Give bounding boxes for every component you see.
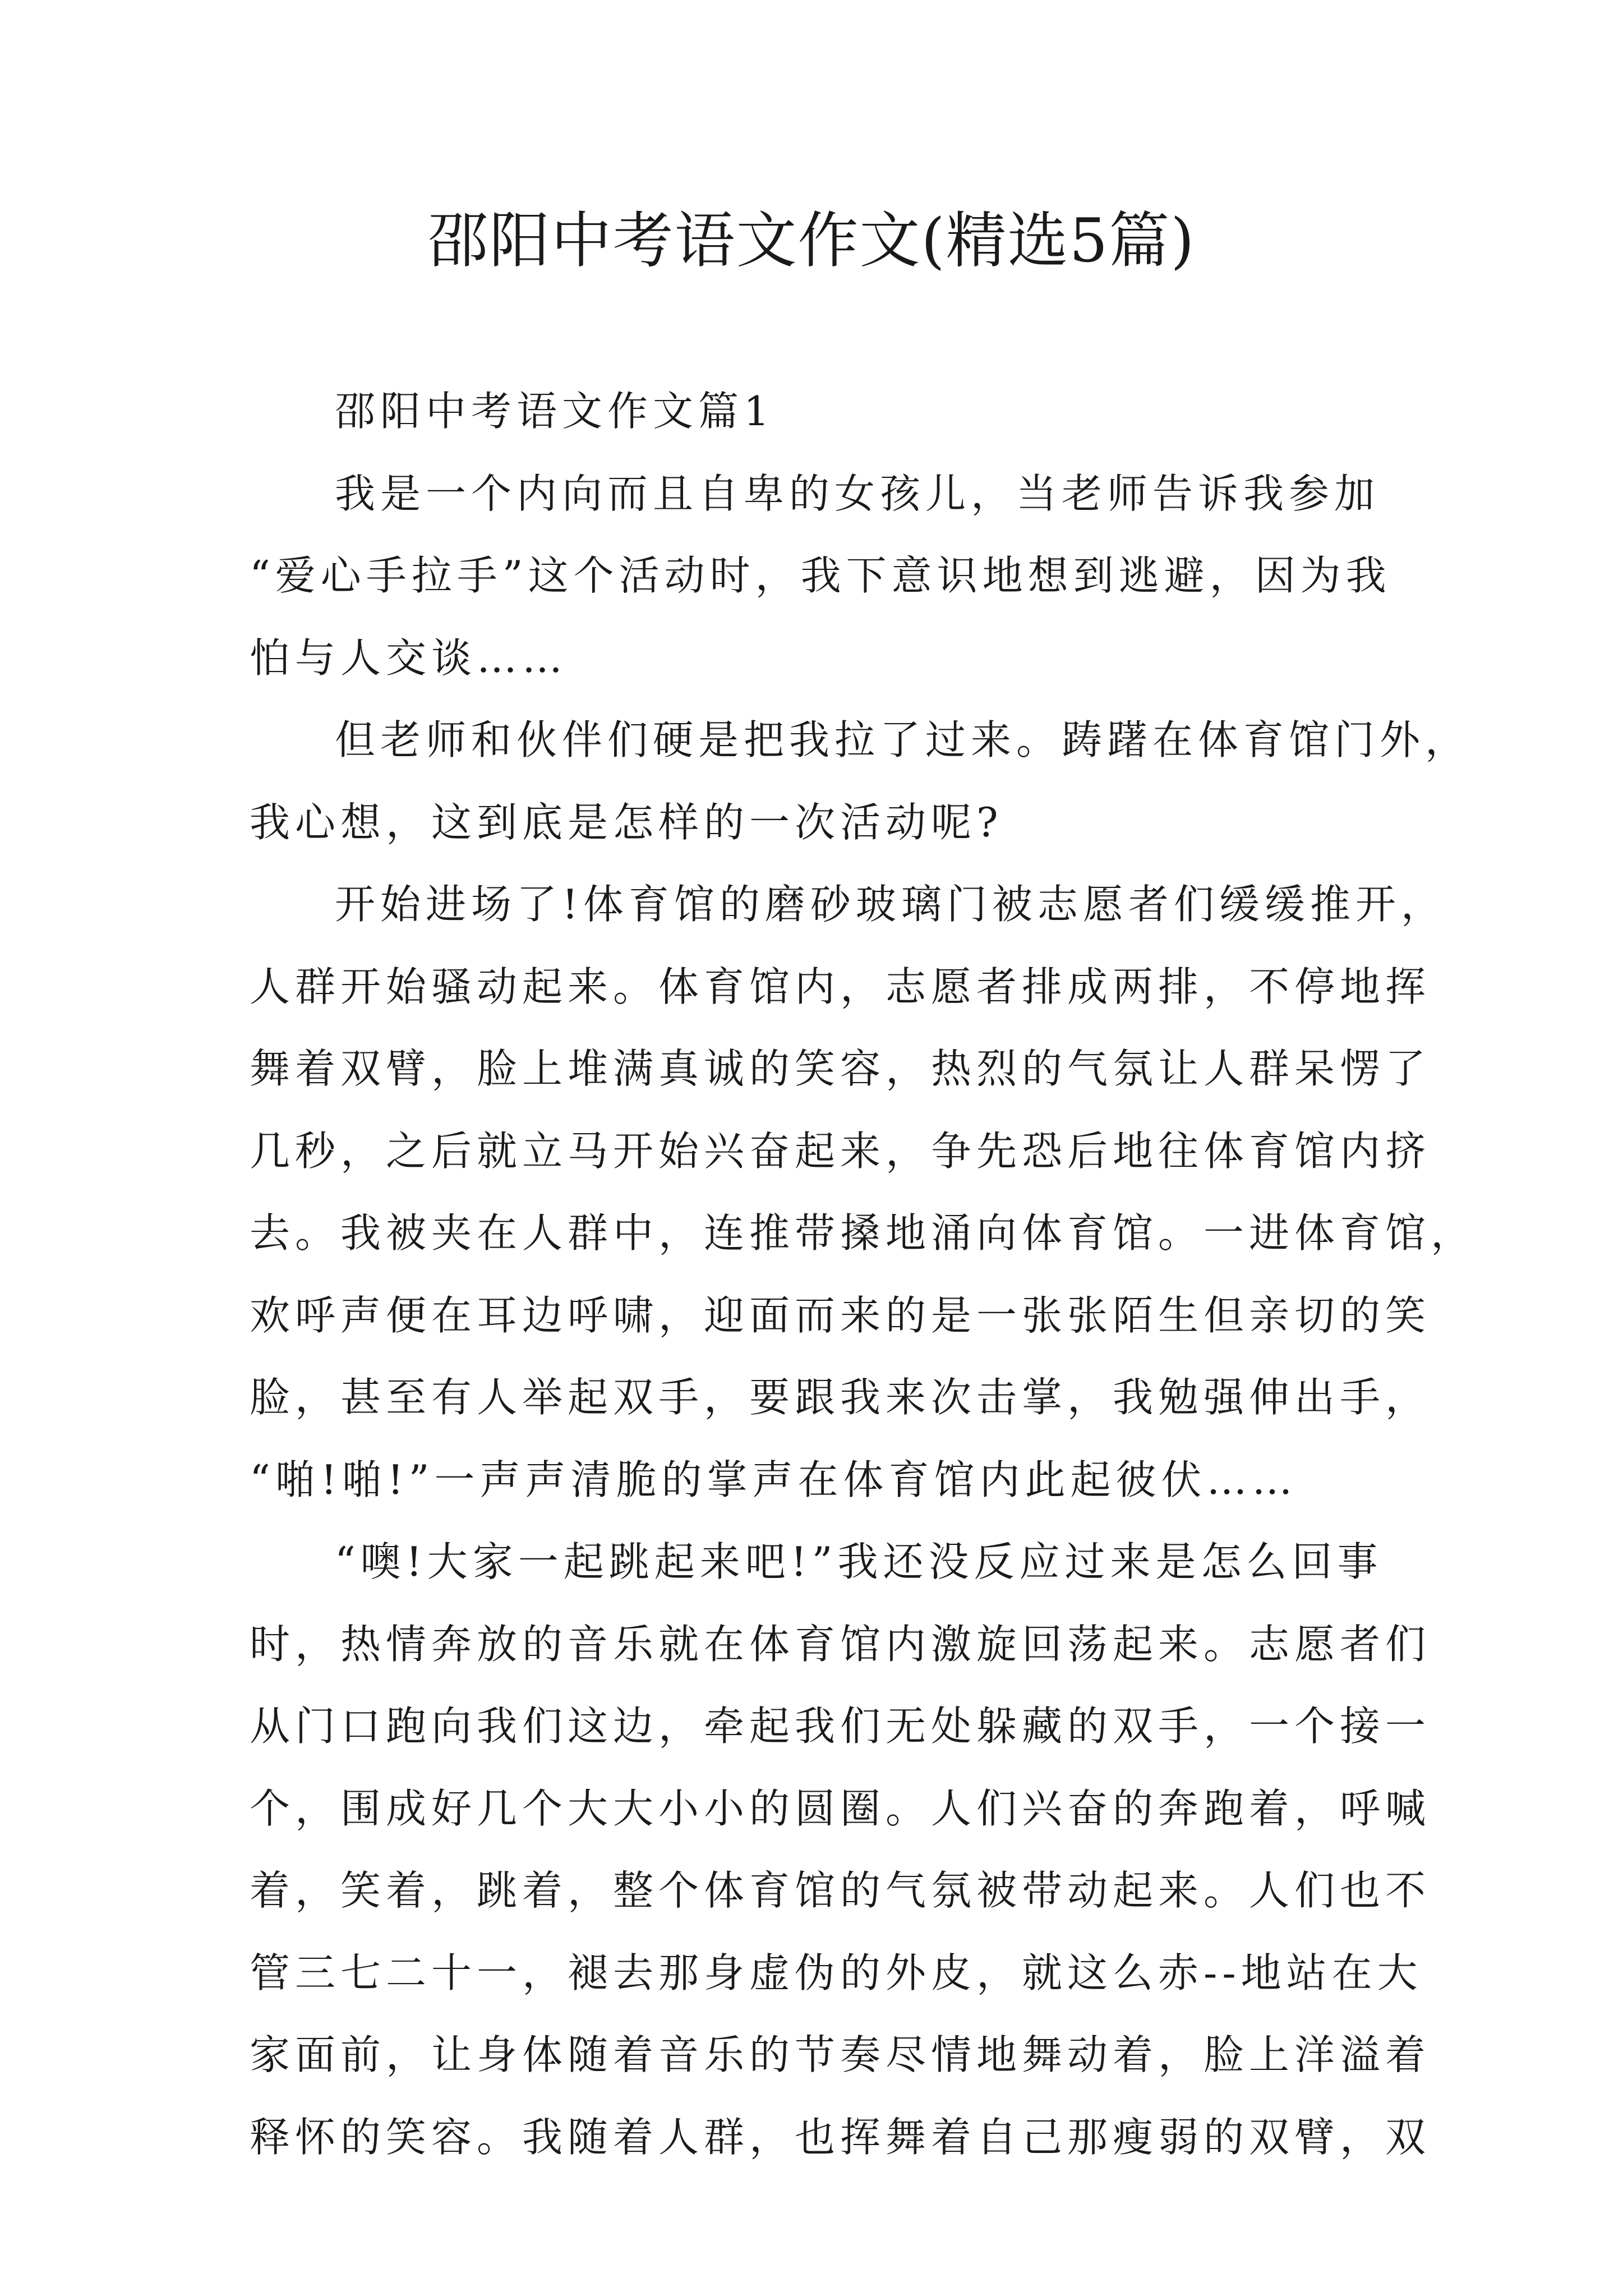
text-line: 我是一个内向而且自卑的女孩儿，当老师告诉我参加 — [335, 470, 1380, 517]
text-line: 从门口跑向我们这边，牵起我们无处躲藏的双手，一个接一 — [250, 1703, 1431, 1750]
text-line: “啪!啪!”一声声清脆的掌声在体育馆内此起彼伏…… — [250, 1456, 1298, 1503]
text-line: 欢呼声便在耳边呼啸，迎面而来的是一张张陌生但亲切的笑 — [250, 1291, 1431, 1339]
text-line: 我心想，这到底是怎样的一次活动呢? — [250, 798, 1003, 846]
text-line: 管三七二十一，褪去那身虚伪的外皮，就这么赤--地站在大 — [250, 1949, 1423, 1996]
text-line: “噢!大家一起跳起来吧!”我还没反应过来是怎么回事 — [335, 1538, 1383, 1585]
text-line: 脸，甚至有人举起双手，要跟我来次击掌，我勉强伸出手， — [250, 1374, 1431, 1421]
section-heading: 邵阳中考语文作文篇1 — [335, 388, 774, 435]
text-line: 人群开始骚动起来。体育馆内，志愿者排成两排，不停地挥 — [250, 963, 1431, 1010]
text-line: 去。我被夹在人群中，连推带搡地涌向体育馆。一进体育馆， — [250, 1209, 1477, 1257]
text-line: 着，笑着，跳着，整个体育馆的气氛被带动起来。人们也不 — [250, 1867, 1431, 1914]
text-line: 几秒，之后就立马开始兴奋起来，争先恐后地往体育馆内挤 — [250, 1127, 1431, 1175]
text-line: 舞着双臂，脸上堆满真诚的笑容，热烈的气氛让人群呆愣了 — [250, 1045, 1431, 1092]
document-body — [250, 370, 1477, 2178]
text-line: “爱心手拉手”这个活动时，我下意识地想到逃避，因为我 — [250, 552, 1391, 599]
document-title: 邵阳中考语文作文(精选5篇) — [427, 206, 1196, 276]
text-line: 怕与人交谈…… — [250, 634, 568, 682]
text-line: 但老师和伙伴们硬是把我拉了过来。踌躇在体育馆门外， — [335, 716, 1471, 763]
text-line: 开始进场了!体育馆的磨砂玻璃门被志愿者们缓缓推开， — [335, 881, 1446, 928]
text-line: 释怀的笑容。我随着人群，也挥舞着自己那瘦弱的双臂，双 — [250, 2113, 1431, 2161]
text-line: 家面前，让身体随着音乐的节奏尽情地舞动着，脸上洋溢着 — [250, 2031, 1431, 2078]
text-line: 时，热情奔放的音乐就在体育馆内激旋回荡起来。志愿者们 — [250, 1620, 1431, 1668]
text-line: 个，围成好几个大大小小的圆圈。人们兴奋的奔跑着，呼喊 — [250, 1784, 1431, 1832]
